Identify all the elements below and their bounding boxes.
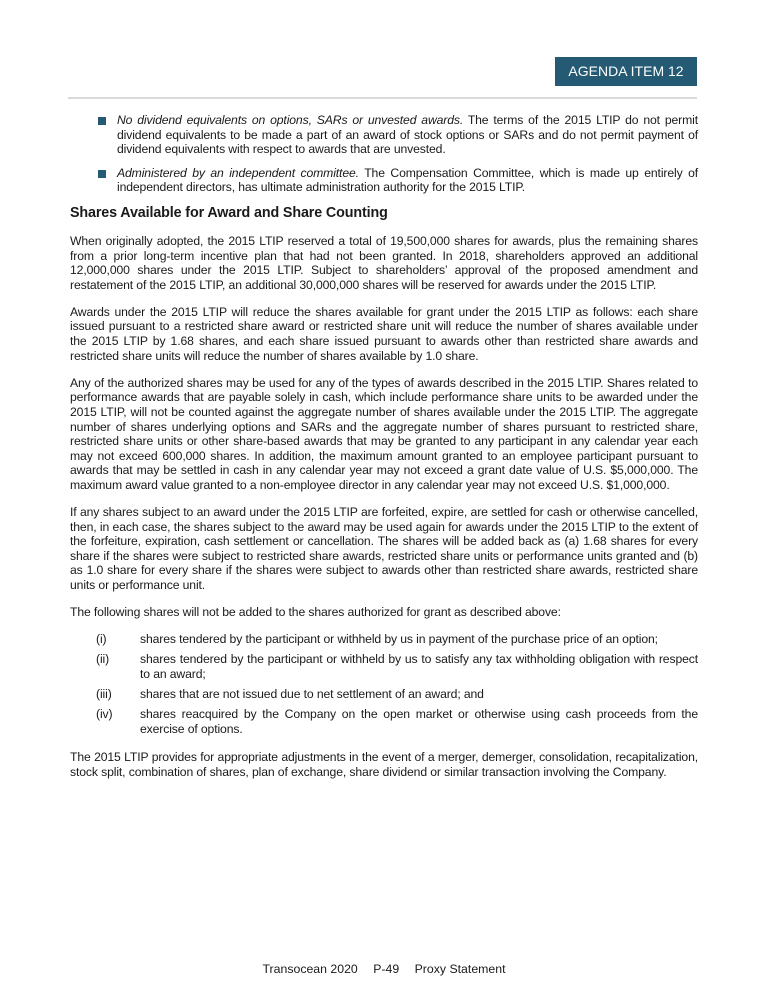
list-item <box>70 707 698 736</box>
closing-paragraph: The 2015 LTIP provides for appropriate adjustments in the event of a merger, demerger, consolidation, recapitalization, stock split, combination of shares, plan of exchange, share dividend or similar transaction involving the Company. <box>70 750 698 779</box>
paragraph: Any of the authorized shares may be used for any of the types of awards described in the 2015 LTIP. Shares related to performance awards that are payable solely in cash, which include performance share units to be awarded under the 2015 LTIP, will not be counted against the aggregate number of shares available under the 2015 LTIP. The aggregate number of shares underlying options and SARs and the aggregate number of shares pursuant to restricted share, restricted share units or other share-based awards that may be granted to any participant in any calendar year each may not exceed 600,000 shares. In addition, the maximum amount granted to an employee participant pursuant to awards that may be settled in cash in any calendar year may not exceed a grant date value of U.S. $5,000,000. The maximum award value granted to a non-employee director in any calendar year may not exceed U.S. $1,000,000. <box>70 375 698 492</box>
footer-page-number: P-49 <box>373 962 400 976</box>
agenda-item-badge: AGENDA ITEM 12 <box>555 57 697 86</box>
paragraph: If any shares subject to an award under the 2015 LTIP are forfeited, expire, are settled for cash or otherwise cancelled, then, in each case, the shares subject to the award may be used again for awards under the 2015 LTIP to the extent of the forfeiture, expiration, cash settlement or cancellation. The shares will be added back as (a) 1.68 shares for every share if the shares were subject to restricted share awards, restricted share units or performance units granted and (b) as 1.0 share for every share if the shares were subject to awards other than restricted share awards, restricted share units or performance unit. <box>70 504 698 592</box>
list-item <box>70 687 698 702</box>
list-number: (iv) <box>96 707 113 721</box>
list-item <box>70 652 698 681</box>
bullet-lead: No dividend equivalents on options, SARs or unvested awards. <box>117 113 464 127</box>
bullet-item <box>70 166 698 195</box>
square-bullet-icon <box>98 117 106 125</box>
list-number: (i) <box>96 632 107 647</box>
bullet-item <box>70 113 698 157</box>
section-heading: Shares Available for Award and Share Counting <box>70 204 388 221</box>
bullet-text: The Compensation Committee, which is made up entirely of independent directors, has ultimate administration authority for the 2015 LTIP. <box>117 165 699 195</box>
page-footer <box>0 962 768 976</box>
square-bullet-icon <box>98 170 106 178</box>
list-number: (ii) <box>96 652 110 667</box>
bullet-lead: Administered by an independent committee. <box>117 165 359 180</box>
document-body <box>70 113 698 792</box>
list-item <box>70 632 698 647</box>
paragraph: Awards under the 2015 LTIP will reduce the shares available for grant under the 2015 LTIP as follows: each share issued pursuant to a restricted share award or restricted share unit will reduce the number of shares available under the 2015 LTIP by 1.68 shares, and each share issued pursuant to awards other than restricted share awards and restricted share units will reduce the number of shares available by 1.0 share. <box>70 304 698 363</box>
list-text: shares tendered by the participant or withheld by us in payment of the purchase price of an option; <box>140 632 658 647</box>
list-text: shares tendered by the participant or withheld by us to satisfy any tax withholding obligation with respect to an award; <box>140 652 698 681</box>
footer-document: Proxy Statement <box>414 962 506 976</box>
footer-company: Transocean 2020 <box>262 962 358 976</box>
list-text: shares reacquired by the Company on the open market or otherwise using cash proceeds from the exercise of options. <box>140 707 698 736</box>
paragraph: When originally adopted, the 2015 LTIP reserved a total of 19,500,000 shares for awards, plus the remaining shares from a prior long-term incentive plan that had not been granted. In 2018, shareholders approved an additional 12,000,000 shares under the 2015 LTIP. Subject to shareholders’ approval of the proposed amendment and restatement of the 2015 LTIP, an additional 30,000,000 shares will be reserved for awards under the 2015 LTIP. <box>70 233 698 292</box>
header-divider <box>68 97 697 99</box>
paragraph: The following shares will not be added to the shares authorized for grant as described above: <box>70 605 561 620</box>
list-text: shares that are not issued due to net settlement of an award; and <box>140 686 484 701</box>
list-number: (iii) <box>96 686 112 701</box>
bullet-text: The terms of the 2015 LTIP do not permit dividend equivalents to be made a part of an award of stock options or SARs and do not permit payment of dividend equivalents with respect to awards that are unvested. <box>117 113 698 157</box>
